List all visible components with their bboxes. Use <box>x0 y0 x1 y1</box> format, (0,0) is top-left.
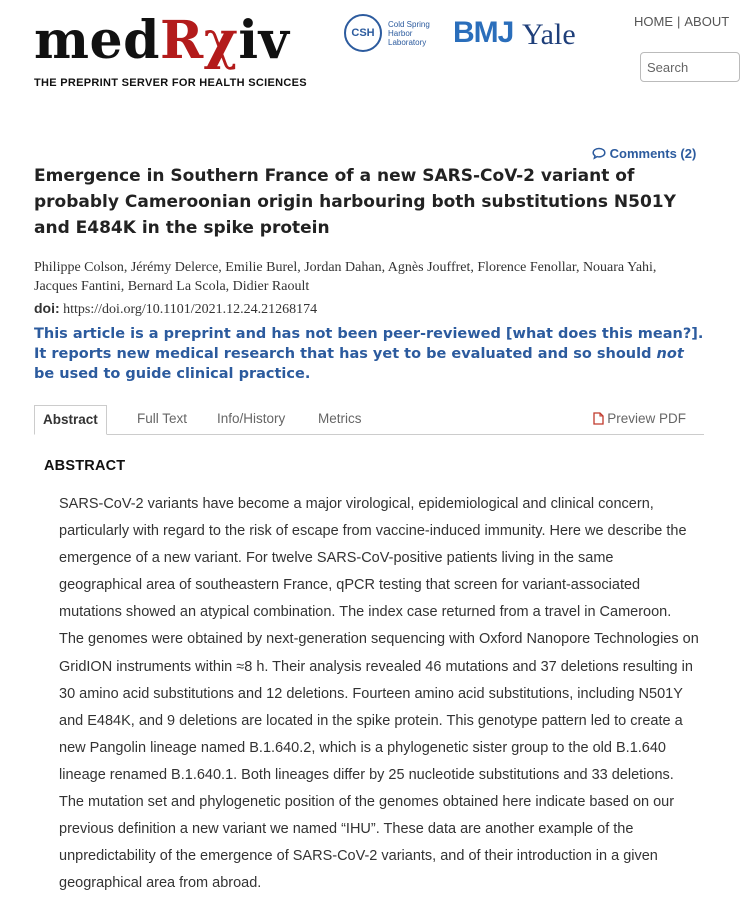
csh-text: Cold Spring Harbor Laboratory <box>388 19 430 47</box>
abstract-text: SARS-CoV-2 variants have become a major virological, epidemiological and clinical concern, particularly with regard to the risk of escape from vaccine-induced immunity. Here we describe the emergence of a new variant. For twelve SARS-CoV-positive patients living in the same geographical area of southeastern France, qPCR testing that screen for variant-associated mutations showed an atypical combination. The index case returned from a travel in Cameroon. The genomes were obtained by next-generation sequencing with Oxford Nanopore Technologies on GridION instruments within ≈8 h. Their analysis revealed 46 mutations and 37 deletions resulting in 30 amino acid substitutions and 12 deletions. Fourteen amino acid substitutions, including N501Y and E484K, and 9 deletions are located in the spike protein. This genotype pattern led to create a new Pangolin lineage named B.1.640.2, which is a phylogenetic sister group to the old B.1.640 lineage renamed B.1.640.1. Both lineages differ by 25 nucleotide substitutions and 33 deletions. The mutation set and phylogenetic position of the genomes obtained here indicate based on our previous definition a new variant we named “IHU”. These data are another example of the unpredictability of the emergence of SARS-CoV-2 variants, and of their introduction in a given geographical area from abroad. <box>59 496 699 892</box>
notice-part1: This article is a preprint and has not been peer-reviewed <box>34 326 506 342</box>
comments-label: Comments (2) <box>609 146 697 161</box>
doi-label: doi: <box>34 300 60 316</box>
preview-pdf-label: Preview PDF <box>607 411 686 426</box>
logo-accent: Rχ <box>159 10 239 71</box>
medrxiv-logo[interactable] <box>34 6 289 76</box>
article-tabs <box>34 405 704 435</box>
csh-logo[interactable] <box>344 14 448 52</box>
search-input[interactable] <box>640 52 740 82</box>
csh-badge-icon: CSH <box>344 14 382 52</box>
tab-metrics[interactable]: Metrics <box>318 411 362 426</box>
bmj-logo[interactable]: BMJ <box>453 16 514 49</box>
notice-emphasis: not <box>656 346 684 362</box>
site-tagline: THE PREPRINT SERVER FOR HEALTH SCIENCES <box>34 77 307 89</box>
tab-abstract[interactable]: Abstract <box>34 405 107 435</box>
logo-prefix: med <box>34 10 160 71</box>
doi-line <box>34 300 317 318</box>
article-title: Emergence in Southern France of a new SARS-CoV-2 variant of probably Cameroonian origin harbouring both substitutions N501Y and E484K in the spike protein <box>34 166 676 238</box>
logo-suffix: iv <box>238 10 290 71</box>
nav-home-link[interactable]: HOME <box>634 14 673 29</box>
nav-about-link[interactable]: ABOUT <box>684 14 730 29</box>
tab-info-history[interactable]: Info/History <box>217 411 286 426</box>
comments-link[interactable] <box>592 146 696 161</box>
preprint-notice <box>34 324 706 384</box>
doi-link[interactable]: https://doi.org/10.1101/2021.12.24.21268174 <box>63 302 318 317</box>
notice-part2: . It reports new medical research that has yet to be evaluated and so should <box>34 326 704 362</box>
abstract-heading: ABSTRACT <box>44 458 126 474</box>
author-list: Philippe Colson, Jérémy Delerce, Emilie Burel, Jordan Dahan, Agnès Jouffret, Florence Fenollar, Nouara Yahi, Jacques Fantini, Bernard La Scola, Didier Raoult <box>34 260 657 294</box>
notice-part3: be used to guide clinical practice. <box>34 366 311 382</box>
preview-pdf-link[interactable] <box>593 405 686 433</box>
what-does-this-mean-link[interactable]: [what does this mean?] <box>505 326 698 342</box>
yale-logo[interactable]: Yale <box>522 18 576 51</box>
speech-bubble-icon <box>592 147 606 160</box>
tab-full-text[interactable]: Full Text <box>137 411 188 426</box>
top-nav <box>634 14 729 29</box>
nav-separator: | <box>677 14 681 29</box>
pdf-file-icon <box>593 412 604 425</box>
